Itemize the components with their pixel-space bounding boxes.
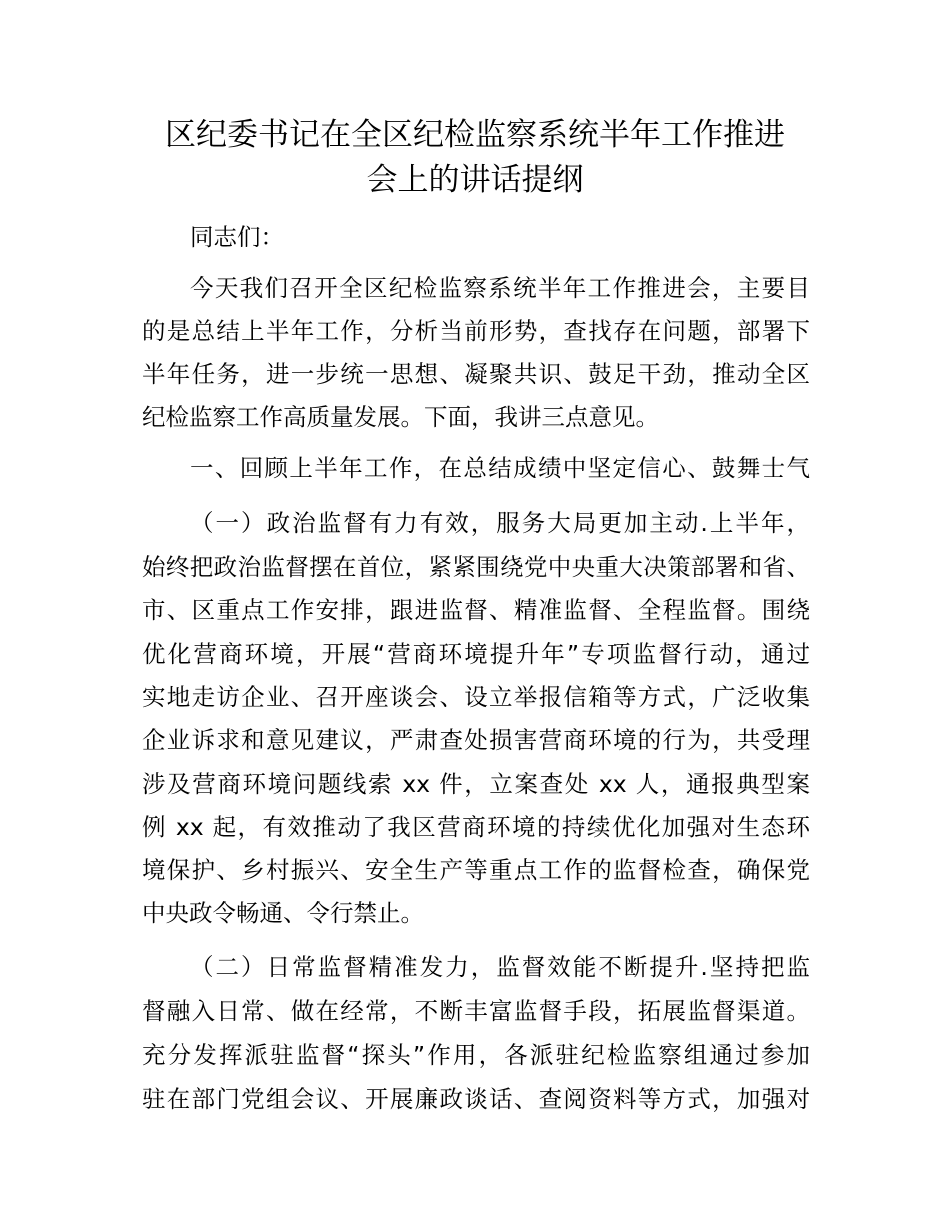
paragraph-line: 今天我们召开全区纪检监察系统半年工作推进会，主要目	[190, 274, 810, 302]
paragraph-line: 企业诉求和意见建议，严肃查处损害营商环境的行为，共受理	[142, 726, 810, 754]
paragraph-line: 市、区重点工作安排，跟进监督、精准监督、全程监督。围绕	[142, 596, 810, 624]
document-title-line-2: 会上的讲话提纲	[366, 162, 584, 198]
paragraph-line: 驻在部门党组会议、开展廉政谈话、查阅资料等方式，加强对	[142, 1085, 810, 1113]
paragraph-line: 境保护、乡村振兴、安全生产等重点工作的监督检查，确保党	[142, 856, 810, 884]
salutation: 同志们：	[190, 223, 284, 251]
paragraph-line: 实地走访企业、召开座谈会、设立举报信箱等方式，广泛收集	[142, 683, 810, 711]
paragraph-line: 的是总结上半年工作，分析当前形势，查找存在问题，部署下	[142, 317, 810, 345]
paragraph-line: 中央政令畅通、令行禁止。	[142, 899, 424, 927]
section-heading-1: 一、回顾上半年工作，在总结成绩中坚定信心、鼓舞士气	[190, 454, 810, 482]
paragraph-line: （一）政治监督有力有效，服务大局更加主动.上半年，	[190, 509, 810, 537]
paragraph-line: 始终把政治监督摆在首位，紧紧围绕党中央重大决策部署和省、	[142, 553, 810, 581]
paragraph-line: 例 xx 起，有效推动了我区营商环境的持续优化加强对生态环	[142, 813, 810, 841]
paragraph-line: 充分发挥派驻监督“探头”作用，各派驻纪检监察组通过参加	[142, 1041, 810, 1069]
paragraph-line: 半年任务，进一步统一思想、凝聚共识、鼓足干劲，推动全区	[142, 360, 810, 388]
document-title-line-1: 区纪委书记在全区纪检监察系统半年工作推进	[165, 117, 785, 153]
paragraph-line: 纪检监察工作高质量发展。下面，我讲三点意见。	[142, 403, 659, 431]
paragraph-line: 督融入日常、做在经常，不断丰富监督手段，拓展监督渠道。	[142, 997, 810, 1025]
paragraph-line: （二）日常监督精准发力，监督效能不断提升.坚持把监	[190, 953, 810, 981]
paragraph-line: 涉及营商环境问题线索 xx 件，立案查处 xx 人，通报典型案	[142, 770, 810, 798]
paragraph-line: 优化营商环境，开展“营商环境提升年”专项监督行动，通过	[142, 640, 810, 668]
